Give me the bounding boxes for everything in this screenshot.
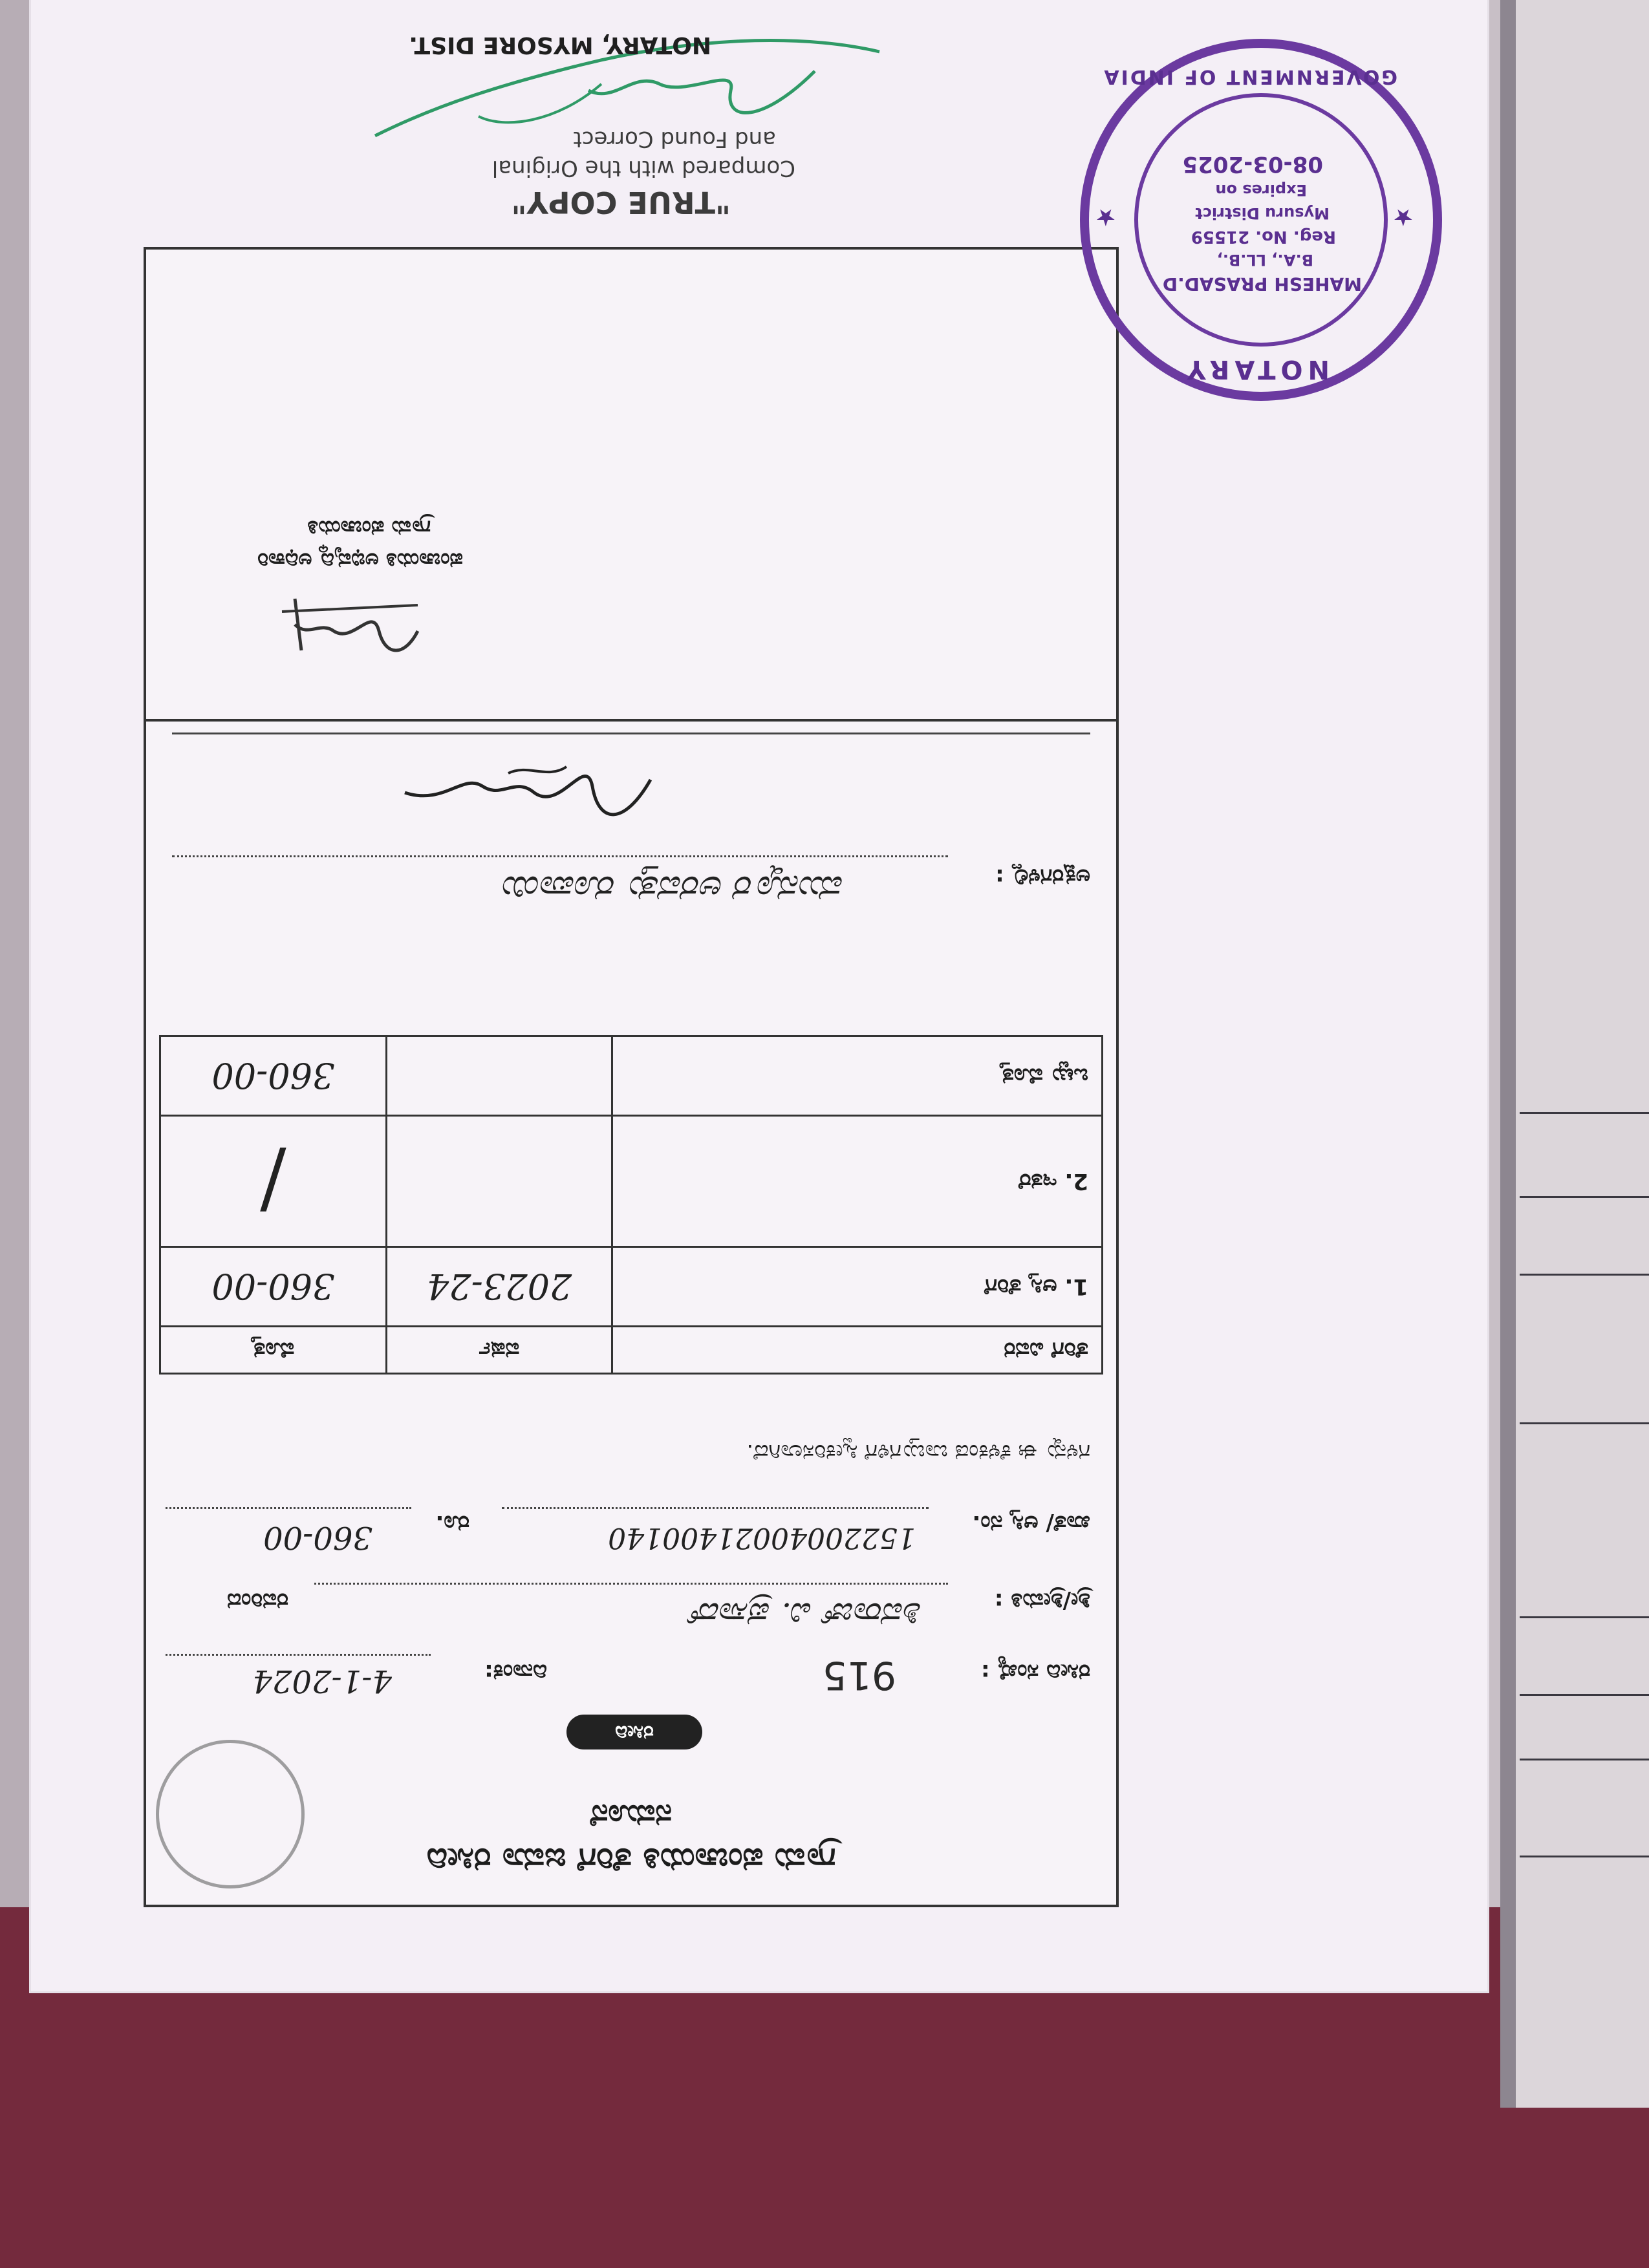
name-label: ಶ್ರೀ/ಶ್ರೀಮತಿ : <box>994 1588 1090 1614</box>
right-page-rule <box>1520 1422 1649 1424</box>
receipt-no-label: ರಸೀದಿ ಸಂಖ್ಯೆ : <box>981 1659 1090 1685</box>
header-year: ವರ್ಷ <box>386 1327 612 1374</box>
stamp-reg: Reg. No. 21559 <box>1191 227 1336 246</box>
name-suffix: ರವರಿಂದ <box>227 1588 288 1614</box>
assessment-value: 15220040021400140 <box>608 1521 916 1554</box>
right-page-rule <box>1520 1112 1649 1114</box>
words-value: ಮುನ್ನೂರ ಅರವತ್ತು ರೂಪಾಯಿ <box>503 868 845 909</box>
notary-designation: NOTARY, MYSORE DIST. <box>409 32 711 58</box>
compared-line-2: and Found Correct <box>573 126 776 152</box>
receipt-paper <box>31 0 1487 1991</box>
name-line <box>314 1583 948 1585</box>
stamp-district: Mysuru District <box>1195 204 1330 222</box>
signature-line <box>172 733 1090 734</box>
words-line <box>172 855 948 857</box>
row-year <box>386 1036 612 1116</box>
assessment-label: ಖಾತೆ/ ಆಸ್ತಿ ನಂ. <box>972 1510 1090 1536</box>
amount-value: 360-00 <box>263 1519 372 1556</box>
stamp-expiry-label: Expires on <box>1215 181 1307 199</box>
collector-signature <box>392 747 663 838</box>
book-spine <box>1500 0 1516 2108</box>
signatory-title: ಪಂಚಾಯತಿ ಅಭಿವೃದ್ಧಿ ಅಧಿಕಾರಿ <box>257 548 463 573</box>
receipt-badge: ರಸೀದಿ <box>566 1715 702 1749</box>
row-amount: 360-00 <box>160 1247 387 1327</box>
amount-line <box>166 1507 411 1509</box>
date-line <box>166 1654 431 1656</box>
words-label: ಅಕ್ಷರಗಳಲ್ಲಿ : <box>995 864 1090 890</box>
row-label: 1. ಆಸ್ತಿ ತೆರಿಗೆ <box>612 1247 1103 1327</box>
section-divider <box>146 719 1116 722</box>
table-row <box>160 1036 1103 1116</box>
date-label: ದಿನಾಂಕ: <box>484 1659 547 1685</box>
row-amount: 360-00 <box>160 1036 387 1116</box>
right-page-rule <box>1520 1616 1649 1618</box>
row-year: 2023-24 <box>386 1247 612 1327</box>
stamp-degree: B.A., LL.B., <box>1216 251 1313 269</box>
stamp-bottom-text: GOVERNMENT OF INDIA <box>1102 65 1397 88</box>
right-page-rule <box>1520 1196 1649 1198</box>
stamp-star-icon: ★ <box>1392 204 1414 230</box>
name-value: ಶಿವರಾಜ್ ವಿ. ಪ್ರಸಾದ್ <box>689 1596 922 1633</box>
tax-receipt <box>144 247 1119 1907</box>
fees-table <box>159 1035 1103 1375</box>
amount-label: ರೂ. <box>435 1510 469 1536</box>
right-page-rule <box>1520 1694 1649 1696</box>
header-amount: ಮೊತ್ತ <box>160 1327 387 1374</box>
table-row <box>160 1247 1103 1327</box>
receipt-no: 915 <box>822 1653 896 1698</box>
received-text: ಗಳನ್ನು ಈ ಕೆಳಕಂಡ ಬಾಬ್ತುಗಳಿಗೆ ಸ್ವೀಕರಿಸಲಾಗಿದೆ. <box>746 1439 1090 1465</box>
officer-signature <box>263 586 431 670</box>
compared-line-1: Compared with the Original <box>491 155 795 181</box>
right-book-page <box>1500 0 1649 2108</box>
assessment-line <box>502 1507 929 1509</box>
table-header-row <box>160 1327 1103 1374</box>
stamp-expiry: 08-03-2025 <box>1182 151 1323 177</box>
stamp-star-icon: ★ <box>1095 204 1116 230</box>
notary-stamp <box>1080 39 1442 401</box>
row-amount: / <box>160 1116 387 1247</box>
stamp-name: MAHESH PRASAD.D <box>1162 273 1362 295</box>
stamp-top-text: NOTARY <box>1181 354 1330 384</box>
date-value: 4-1-2024 <box>252 1663 392 1699</box>
receipt-subtitle: ನಮೂನೆ <box>590 1799 673 1834</box>
row-label: 2. ಇತರೆ <box>612 1116 1103 1247</box>
right-page-rule <box>1520 1759 1649 1760</box>
header-description: ತೆರಿಗೆ ವಿವರ <box>612 1327 1103 1374</box>
table-row <box>160 1116 1103 1247</box>
row-label: ಒಟ್ಟು ಮೊತ್ತ <box>612 1036 1103 1116</box>
receipt-title: ಗ್ರಾಮ ಪಂಚಾಯತಿ ತೆರಿಗೆ ಜಮಾ ರಸೀದಿ <box>426 1841 836 1879</box>
right-page-rule <box>1520 1274 1649 1276</box>
true-copy-heading: "TRUE COPY" <box>511 185 731 220</box>
signatory-office: ಗ್ರಾಮ ಪಂಚಾಯತಿ <box>307 516 431 540</box>
row-year <box>386 1116 612 1247</box>
right-page-rule <box>1520 1856 1649 1857</box>
